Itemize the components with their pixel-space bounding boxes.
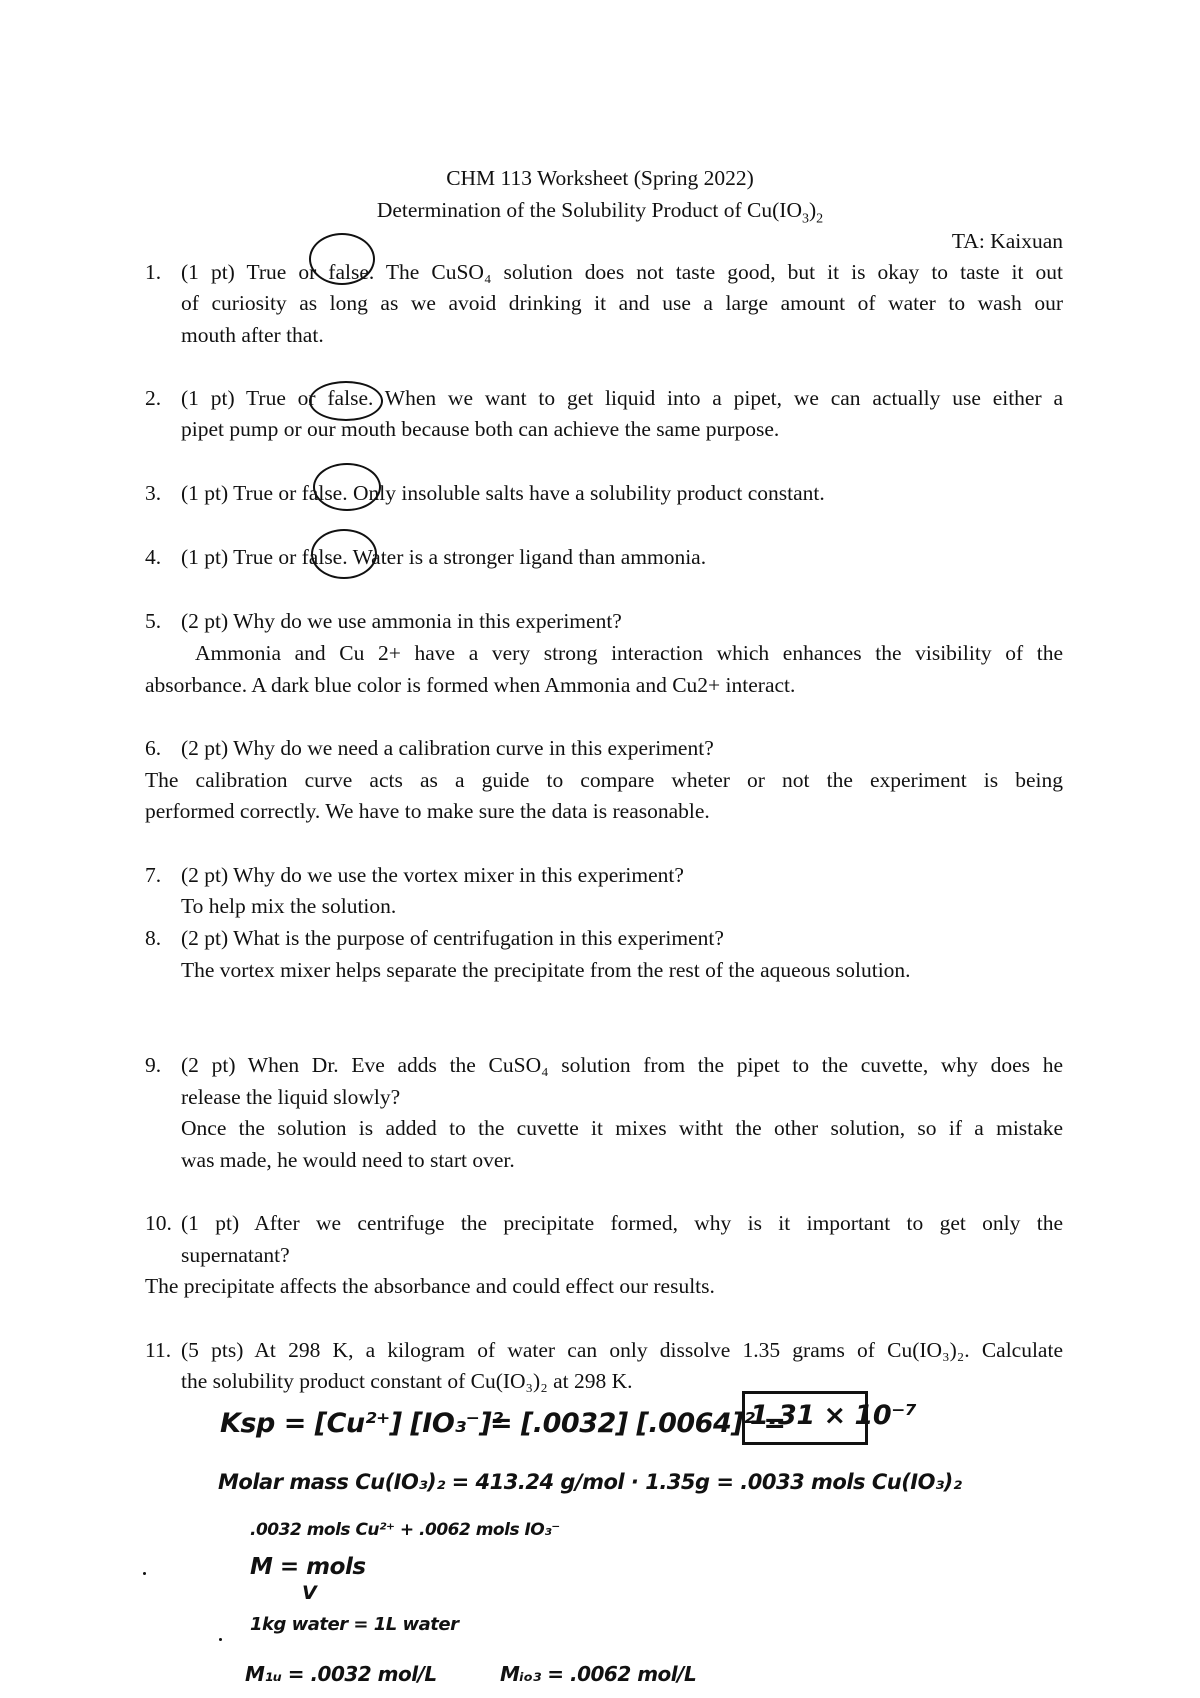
answer-6-line-2: performed correctly. We have to make sure the data is reasonable. — [145, 799, 710, 823]
question-6-number: 6. — [145, 736, 162, 760]
question-10-number: 10. — [145, 1211, 172, 1235]
stray-mark — [219, 1638, 222, 1641]
handwritten-ksp-expression: Ksp = [Cu²⁺] [IO₃⁻]² — [220, 1408, 503, 1439]
handwritten-moles: .0032 mols Cu²⁺ + .0062 mols IO₃⁻ — [250, 1520, 560, 1540]
question-7-line-1: (2 pt) Why do we use the vortex mixer in this experiment? — [181, 863, 684, 887]
question-7-number: 7. — [145, 863, 162, 887]
handwritten-molarity-formula: M = mols — [250, 1554, 366, 1580]
answer-7-line-1: To help mix the solution. — [181, 894, 397, 918]
question-6-line-1: (2 pt) Why do we need a calibration curve in this experiment? — [181, 736, 714, 760]
handwritten-water-conversion: 1kg water = 1L water — [250, 1614, 459, 1635]
subtitle-subscript-3: 3 — [802, 211, 809, 227]
question-10-line-1: (1 pt) After we centrifuge the precipitate formed, why is it important to get only the — [181, 1211, 1063, 1235]
answer-8-line-1: The vortex mixer helps separate the precipitate from the rest of the aqueous solution. — [181, 958, 911, 982]
subtitle-text: Determination of the Solubility Product of Cu(IO — [376, 198, 802, 222]
question-9-number: 9. — [145, 1053, 162, 1077]
question-4-number: 4. — [145, 545, 162, 569]
answer-6-line-1: The calibration curve acts as a guide to compare wheter or not the experiment is being — [145, 768, 1063, 792]
question-5-number: 5. — [145, 609, 162, 633]
question-2-line-2: pipet pump or our mouth because both can achieve the same purpose. — [181, 417, 780, 441]
answer-5-line-1: Ammonia and Cu 2+ have a very strong interaction which enhances the visibility of the — [195, 641, 1063, 665]
question-11-line-2: the solubility product constant of Cu(IO₃)₂ at 298 K. — [181, 1369, 633, 1393]
ta-name: TA: Kaixuan — [951, 229, 1063, 253]
handwritten-cu-molarity: M₁ᵤ = .0032 mol/L — [245, 1662, 437, 1686]
subtitle-subscript-2: 2 — [816, 211, 824, 227]
handwritten-molarity-denominator: V — [302, 1582, 317, 1604]
handwritten-ksp-answer: 1.31 × 10⁻⁷ — [750, 1400, 917, 1431]
question-11-line-1: (5 pts) At 298 K, a kilogram of water can only dissolve 1.35 grams of Cu(IO₃)₂. Calculate — [181, 1338, 1063, 1362]
question-3-number: 3. — [145, 481, 162, 505]
answer-10-line-1: The precipitate affects the absorbance and could effect our results. — [145, 1274, 715, 1298]
question-8-number: 8. — [145, 926, 162, 950]
answer-5-line-2: absorbance. A dark blue color is formed when Ammonia and Cu2+ interact. — [145, 673, 796, 697]
question-2-number: 2. — [145, 386, 162, 410]
worksheet-subtitle — [0, 195, 1200, 225]
handwritten-ksp-values: = [.0032] [.0064]² = — [490, 1408, 786, 1439]
question-3-line-1: (1 pt) True or false. Only insoluble salts have a solubility product constant. — [181, 481, 825, 505]
question-1-line-2: of curiosity as long as we avoid drinking it and use a large amount of water to wash our — [181, 291, 1063, 315]
question-5-line-1: (2 pt) Why do we use ammonia in this experiment? — [181, 609, 622, 633]
question-1-number: 1. — [145, 260, 162, 284]
question-9-line-2: release the liquid slowly? — [181, 1085, 401, 1109]
question-8-line-1: (2 pt) What is the purpose of centrifugation in this experiment? — [181, 926, 724, 950]
handwritten-molar-mass: Molar mass Cu(IO₃)₂ = 413.24 g/mol · 1.35g = .0033 mols Cu(IO₃)₂ — [218, 1470, 962, 1494]
subtitle-paren: ) — [809, 198, 817, 222]
question-9-line-1: (2 pt) When Dr. Eve adds the CuSO₄ solution from the pipet to the cuvette, why does he — [181, 1053, 1063, 1077]
question-1-line-1: (1 pt) True or false. The CuSO₄ solution does not taste good, but it is okay to taste it out — [181, 260, 1063, 284]
question-11-number: 11. — [145, 1338, 172, 1362]
question-2-line-1: (1 pt) True or false. When we want to get liquid into a pipet, we can actually use either a — [181, 386, 1063, 410]
handwritten-io3-molarity: Mᵢₒ₃ = .0062 mol/L — [500, 1662, 697, 1686]
question-10-line-2: supernatant? — [181, 1243, 290, 1267]
worksheet-title: CHM 113 Worksheet (Spring 2022) — [446, 166, 754, 190]
answer-9-line-2: was made, he would need to start over. — [181, 1148, 515, 1172]
answer-9-line-1: Once the solution is added to the cuvette it mixes witht the other solution, so if a mistake — [181, 1116, 1063, 1140]
stray-mark — [143, 1572, 146, 1575]
question-4-line-1: (1 pt) True or false. Water is a stronger ligand than ammonia. — [181, 545, 707, 569]
question-1-line-3: mouth after that. — [181, 323, 324, 347]
